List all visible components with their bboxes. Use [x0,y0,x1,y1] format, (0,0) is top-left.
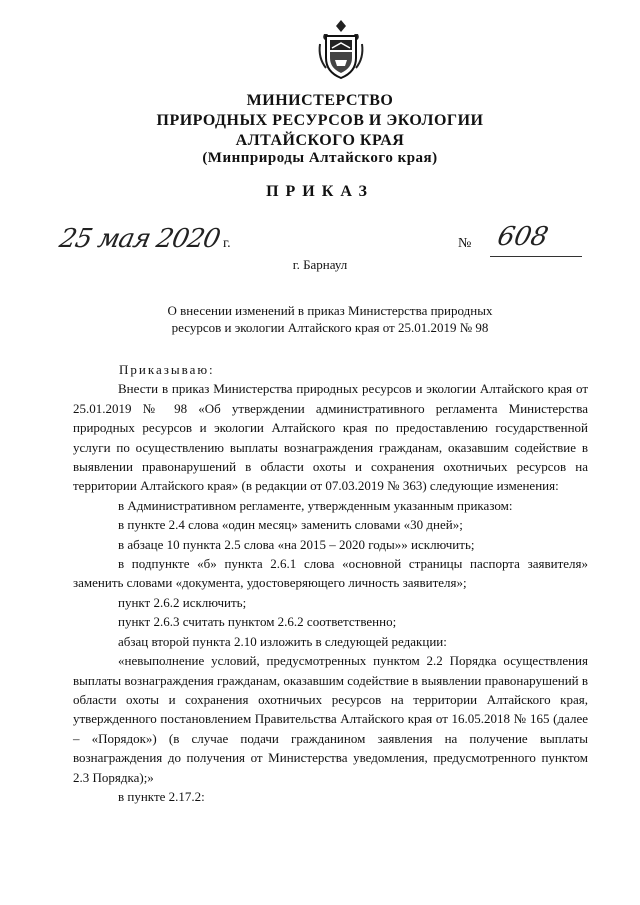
paragraph-main: Внести в приказ Министерства природных ресурсов и экологии Алтайского края от 25.01.2019 № 98 «Об утверждении административного регламента Министерства природных ресурсов и экологии Алтайского края по предоставлению государственной услуги по осуществлению выплаты вознаграждения гражданам, оказавшим содействие в выявлении правонарушений в области охоты и сохранения охотничьих ресурсов на территории Алтайского края» (в редакции от 07.03.2019 № 363) следующие изменения: [73,381,588,494]
ministry-short-name: (Минприроды Алтайского края) [202,150,438,166]
ministry-line-1: МИНИСТЕРСТВО [246,92,394,109]
coat-of-arms-icon [316,18,366,82]
paragraph: в пункте 2.4 слова «один месяц» заменить словами «30 дней»; [118,517,463,533]
handwritten-number: 608 [494,222,551,252]
document-type: ПРИКАЗ [266,183,374,200]
order-lead: Приказываю: [119,362,215,377]
paragraph-quote: «невыполнение условий, предусмотренных пунктом 2.2 Порядка осуществления выплаты вознаграждения гражданам, оказавшим содействие в выявлении правонарушений в области охоты и сохранения охотничьих ресурсов на территории Алтайского края, утвержденного постановлением Правительства Алтайского края от 16.05.2018 № 165 (далее – «Порядок») (в случае подачи гражданином заявления на получение выплаты вознаграждения до получения от Министерства уведомления, предусмотренного пунктом 2.3 Порядка);» [73,653,588,785]
paragraph: в подпункте «б» пункта 2.6.1 слова «основной страницы паспорта заявителя» заменить словами «документа, удостоверяющего личность заявителя»; [73,556,588,591]
document-body [73,360,588,806]
date-suffix: г. [223,236,231,251]
paragraph: в пункте 2.17.2: [118,788,205,804]
title-line-1: О внесении изменений в приказ Министерства природных [167,303,493,318]
paragraph: в абзаце 10 пункта 2.5 слова «на 2015 – 2020 годы»» исключить; [118,536,475,552]
city: г. Барнаул [292,257,348,272]
paragraph: абзац второй пункта 2.10 изложить в следующей редакции: [118,633,447,649]
number-label: № [458,236,472,251]
ministry-line-2: ПРИРОДНЫХ РЕСУРСОВ И ЭКОЛОГИИ [156,112,484,129]
handwritten-date: 25 мая 2020 [56,224,223,254]
paragraph: в Административном регламенте, утвержденным указанным приказом: [118,497,513,513]
paragraph: пункт 2.6.2 исключить; [118,594,247,610]
document-title [120,302,540,336]
ministry-line-3: АЛТАЙСКОГО КРАЯ [235,132,405,149]
paragraph: пункт 2.6.3 считать пунктом 2.6.2 соответственно; [118,614,397,630]
title-line-2: ресурсов и экологии Алтайского края от 25.01.2019 № 98 [171,320,489,335]
